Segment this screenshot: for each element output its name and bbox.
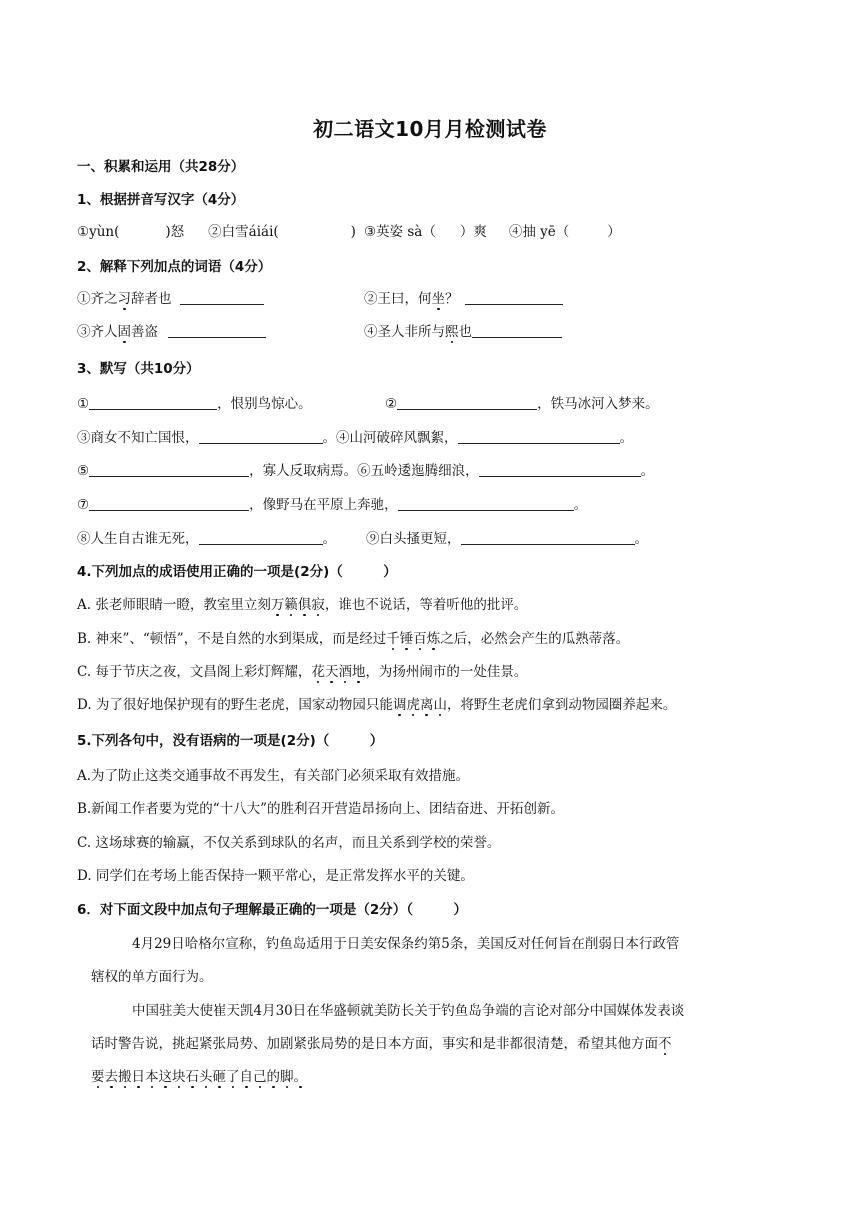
answer-blank[interactable] — [168, 323, 266, 338]
dictation-line-1: ① ，恨别鸟惊心。 — [77, 396, 312, 412]
answer-blank[interactable] — [199, 530, 323, 545]
dotted-word: 固 — [117, 324, 131, 340]
question-2-item-3: ③齐人固善盗 — [77, 322, 266, 342]
answer-blank[interactable] — [458, 429, 620, 444]
pinyin-item-2: ②白雪áiái( — [208, 224, 279, 240]
question-1-items: ①yùn( )怒 ②白雪áiái( ) ③英姿 sà（ ）爽 ④抽 yē（ ） — [77, 224, 621, 240]
answer-blank[interactable] — [398, 496, 574, 511]
answer-blank[interactable] — [465, 290, 563, 305]
question-5-heading: 5.下列各句中，没有语病的一项是(2分)（ ） — [77, 733, 384, 749]
question-3-heading: 3、默写（共10分） — [77, 361, 200, 377]
question-2-item-2: ②王曰，何坐？ — [364, 289, 563, 309]
dotted-idiom: 花天酒地 — [311, 664, 366, 680]
passage-para-2: 中国驻美大使崔天凯4月30日在华盛顿就美防长关于钓鱼岛争端的言论对部分中国媒体发表谈 — [132, 1003, 685, 1019]
question-2-heading: 2、解释下列加点的词语（4分） — [77, 259, 272, 275]
dotted-idiom: 万籁俱寂 — [270, 597, 325, 613]
dictation-line-4: ⑤ ，寡人反取病焉。⑥五岭逶迤腾细浪， 。 — [77, 463, 655, 479]
pinyin-item-3: ③英姿 sà（ — [363, 224, 436, 240]
answer-blank[interactable] — [479, 462, 641, 477]
option-c[interactable]: C. 每于节庆之夜，文昌阁上彩灯辉耀，花天酒地，为扬州闹市的一处佳景。 — [77, 664, 528, 680]
question-2-item-4: ④圣人非所与熙也 — [364, 322, 562, 342]
answer-blank[interactable] — [89, 395, 217, 410]
option-b[interactable]: B. 神来”、“顿悟”，不是自然的水到渠成，而是经过千锤百炼之后，必然会产生的瓜熟蒂落。 — [77, 631, 630, 647]
section-heading: 一、积累和运用（共28分） — [77, 159, 245, 175]
answer-blank[interactable] — [89, 496, 249, 511]
dotted-idiom: 调虎离山 — [392, 697, 447, 713]
answer-blank[interactable] — [199, 429, 323, 444]
option-b[interactable]: B.新闻工作者要为党的“十八大”的胜利召开营造昂扬向上、团结奋进、开拓创新。 — [77, 801, 565, 817]
dictation-line-5: ⑦ ，像野马在平原上奔驰， 。 — [77, 497, 588, 513]
page-title: 初二语文10月月检测试卷 — [313, 117, 547, 141]
dictation-line-3: ③商女不知亡国恨， 。④山河破碎风飘絮， 。 — [77, 430, 633, 446]
dotted-word: 坐 — [431, 291, 445, 307]
option-d[interactable]: D. 为了很好地保护现有的野生老虎，国家动物园只能调虎离山，将野生老虎们拿到动物园圈养起来。 — [77, 697, 677, 713]
passage-para-2-cont: 话时警告说，挑起紧张局势、加剧紧张局势的是日本方面，事实和是非都很清楚，希望其他方面不 — [91, 1036, 672, 1052]
passage-para-1-cont: 辖权的单方面行为。 — [91, 969, 213, 985]
dotted-word: 熙 — [445, 324, 459, 340]
passage-para-1: 4月29日哈格尔宣称，钓鱼岛适用于日美安保条约第5条，美国反对任何旨在削弱日本行政管 — [132, 936, 680, 952]
question-1-heading: 1、根据拼音写汉字（4分） — [77, 192, 245, 208]
answer-blank[interactable] — [180, 290, 264, 305]
answer-blank[interactable] — [461, 530, 635, 545]
pinyin-item-4: ④抽 yē（ — [508, 224, 570, 240]
answer-blank[interactable] — [472, 323, 562, 338]
dictation-line-6: ⑧人生自古谁无死， 。 ⑨白头搔更短， 。 — [77, 531, 648, 547]
dotted-word: 习 — [117, 291, 131, 307]
question-2-item-1: ①齐之习辞者也 — [77, 289, 264, 309]
dictation-line-2: ② ，铁马冰河入梦来。 — [385, 396, 659, 412]
option-d[interactable]: D. 同学们在考场上能否保持一颗平常心，是正常发挥水平的关键。 — [77, 868, 474, 884]
dotted-idiom: 千锤百炼 — [386, 631, 441, 647]
question-4-heading: 4.下列加点的成语使用正确的一项是(2分)（ ） — [77, 564, 397, 580]
option-a[interactable]: A. 张老师眼睛一瞪，教室里立刻万籁俱寂，谁也不说话，等着听他的批评。 — [77, 597, 528, 613]
dotted-sentence: 要去搬日本这块石头砸了自己的脚。 — [91, 1069, 307, 1085]
answer-blank[interactable] — [89, 462, 249, 477]
option-c[interactable]: C. 这场球赛的输赢，不仅关系到球队的名声，而且关系到学校的荣誉。 — [77, 835, 501, 851]
answer-blank[interactable] — [397, 395, 537, 410]
dotted-sentence: 不 — [658, 1036, 672, 1052]
option-a[interactable]: A.为了防止这类交通事故不再发生，有关部门必须采取有效措施。 — [77, 768, 470, 784]
pinyin-item-1: ①yùn( — [77, 224, 120, 240]
question-6-heading: 6．对下面文段中加点句子理解最正确的一项是（2分）（ ） — [77, 902, 468, 918]
